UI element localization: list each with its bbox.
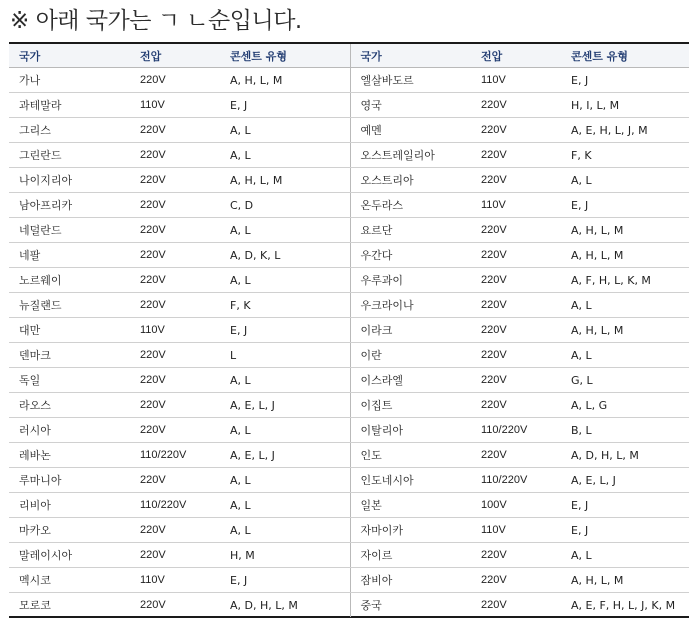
cell-country-left: 러시아 <box>9 418 130 443</box>
cell-voltage-right: 100V <box>471 493 561 518</box>
cell-country-left: 과테말라 <box>9 93 130 118</box>
table-row <box>9 443 689 468</box>
header-plug-type-right: 콘센트 유형 <box>561 44 689 68</box>
cell-voltage-right: 220V <box>471 293 561 318</box>
cell-plug-type-right: A, L <box>561 168 689 193</box>
cell-voltage-right: 220V <box>471 318 561 343</box>
cell-country-left: 그리스 <box>9 118 130 143</box>
cell-country-right: 중국 <box>350 593 471 618</box>
cell-voltage-right: 110V <box>471 518 561 543</box>
cell-country-left: 마카오 <box>9 518 130 543</box>
cell-plug-type-right: A, L, G <box>561 393 689 418</box>
cell-country-right: 예멘 <box>350 118 471 143</box>
table-row <box>9 268 689 293</box>
header-plug-type-left: 콘센트 유형 <box>220 44 350 68</box>
cell-country-left: 노르웨이 <box>9 268 130 293</box>
cell-country-left: 남아프리카 <box>9 193 130 218</box>
cell-voltage-right: 220V <box>471 268 561 293</box>
cell-country-right: 우크라이나 <box>350 293 471 318</box>
cell-voltage-right: 110V <box>471 193 561 218</box>
table-row <box>9 293 689 318</box>
cell-plug-type-right: A, F, H, L, K, M <box>561 268 689 293</box>
cell-voltage-right: 220V <box>481 599 507 611</box>
country-table <box>9 44 689 617</box>
cell-plug-type-right: A, L <box>561 293 689 318</box>
cell-country-left: 나이지리아 <box>9 168 130 193</box>
cell-country-right: 잠비아 <box>350 568 471 593</box>
cell-plug-type-left: A, L <box>220 518 350 543</box>
cell-plug-type-left: A, L <box>220 493 350 518</box>
cell-plug-type-right: E, J <box>561 68 689 93</box>
table-row <box>9 343 689 368</box>
cell-plug-type-left: A, D, K, L <box>220 243 350 268</box>
cell-plug-type-left: A, L <box>220 268 350 293</box>
cell-voltage-right: 220V <box>471 343 561 368</box>
cell-country-right: 우루과이 <box>350 268 471 293</box>
cell-voltage-left: 220V <box>130 518 220 543</box>
cell-country-right: 이탈리아 <box>350 418 471 443</box>
cell-voltage-left: 220V <box>130 118 220 143</box>
cell-plug-type-right: B, L <box>561 418 689 443</box>
cell-plug-type-left: A, L <box>220 468 350 493</box>
cell-voltage-right: 220V <box>471 93 561 118</box>
cell-country-right: 인도네시아 <box>350 468 471 493</box>
cell-plug-type-left: A, E, L, J <box>220 393 350 418</box>
header-voltage-right: 전압 <box>471 44 561 68</box>
table-row <box>9 318 689 343</box>
cell-voltage-left: 220V <box>130 418 220 443</box>
cell-country-right: 자이르 <box>350 543 471 568</box>
cell-voltage-right: 110V <box>471 68 561 93</box>
table-row <box>9 468 689 493</box>
cell-country-left: 네팔 <box>9 243 130 268</box>
cell-plug-type-left: F, K <box>220 293 350 318</box>
cell-country-right: 엘살바도르 <box>350 68 471 93</box>
cell-country-right: 이란 <box>350 343 471 368</box>
table-row <box>9 593 689 618</box>
table-row <box>9 568 689 593</box>
cell-plug-type-left: E, J <box>220 93 350 118</box>
cell-plug-type-right: A, D, H, L, M <box>561 443 689 468</box>
table-row <box>9 243 689 268</box>
cell-plug-type-right: A, E, F, H, L, J, K, M <box>571 598 676 612</box>
cell-country-left: 라오스 <box>9 393 130 418</box>
cell-plug-type-left: H, M <box>220 543 350 568</box>
cell-plug-type-left: A, L <box>220 218 350 243</box>
cell-country-left: 가나 <box>9 68 130 93</box>
cell-country-left: 덴마크 <box>9 343 130 368</box>
cell-plug-type-left: L <box>220 343 350 368</box>
cell-country-left: 뉴질랜드 <box>9 293 130 318</box>
cell-plug-type-right: E, J <box>561 193 689 218</box>
cell-plug-type-left: A, L <box>220 368 350 393</box>
cell-country-right: 온두라스 <box>350 193 471 218</box>
cell-country-left: 리비아 <box>9 493 130 518</box>
table-row <box>9 93 689 118</box>
cell-country-right: 일본 <box>350 493 471 518</box>
cell-plug-type-left: A, E, L, J <box>220 443 350 468</box>
cell-voltage-left: 220V <box>130 143 220 168</box>
cell-country-right: 이스라엘 <box>350 368 471 393</box>
cell-plug-type-left: A, H, L, M <box>220 168 350 193</box>
cell-plug-type-right: A, H, L, M <box>561 243 689 268</box>
cell-plug-type-right: E, J <box>561 493 689 518</box>
header-voltage-left: 전압 <box>130 44 220 68</box>
table-row <box>9 218 689 243</box>
cell-plug-type-right: A, L <box>561 343 689 368</box>
cell-plug-type-right: G, L <box>561 368 689 393</box>
table-row <box>9 193 689 218</box>
cell-voltage-left: 220V <box>130 368 220 393</box>
table-row <box>9 368 689 393</box>
cell-plug-type-right: A, H, L, M <box>561 318 689 343</box>
cell-voltage-right: 220V <box>471 143 561 168</box>
cell-plug-type-left: A, H, L, M <box>220 68 350 93</box>
cell-country-right: 요르단 <box>350 218 471 243</box>
cell-plug-type-right: A, L <box>561 543 689 568</box>
cell-country-right: 인도 <box>350 443 471 468</box>
cell-voltage-right: 220V <box>471 168 561 193</box>
cell-voltage-left: 110V <box>130 93 220 118</box>
table-row <box>9 68 689 93</box>
cell-voltage-left: 220V <box>130 543 220 568</box>
cell-country-left: 말레이시아 <box>9 543 130 568</box>
cell-voltage-left: 220V <box>130 468 220 493</box>
cell-country-left: 네덜란드 <box>9 218 130 243</box>
cell-country-right: 이라크 <box>350 318 471 343</box>
table-row <box>9 418 689 443</box>
cell-country-left: 멕시코 <box>9 568 130 593</box>
cell-plug-type-right: E, J <box>561 518 689 543</box>
cell-plug-type-right: A, H, L, M <box>561 568 689 593</box>
cell-voltage-left: 220V <box>130 268 220 293</box>
cell-voltage-left: 220V <box>130 293 220 318</box>
table-row <box>9 168 689 193</box>
cell-voltage-right: 220V <box>471 543 561 568</box>
cell-voltage-right: 110/220V <box>471 418 561 443</box>
cell-plug-type-left: A, L <box>220 143 350 168</box>
cell-country-right: 영국 <box>350 93 471 118</box>
cell-country-left: 루마니아 <box>9 468 130 493</box>
cell-plug-type-left: E, J <box>220 568 350 593</box>
table-row <box>9 118 689 143</box>
cell-voltage-right: 220V <box>471 118 561 143</box>
cell-plug-type-left: A, L <box>220 418 350 443</box>
table-row <box>9 518 689 543</box>
cell-country-right: 오스트레일리아 <box>350 143 471 168</box>
cell-voltage-left: 110/220V <box>130 493 220 518</box>
cell-voltage-right: 220V <box>471 443 561 468</box>
cell-voltage-left: 110/220V <box>130 443 220 468</box>
header-country-right: 국가 <box>350 44 471 68</box>
cell-voltage-left: 220V <box>140 599 166 611</box>
cell-country-left: 모로코 <box>19 599 51 612</box>
cell-plug-type-right: F, K <box>561 143 689 168</box>
table-row <box>9 493 689 518</box>
cell-voltage-left: 220V <box>130 218 220 243</box>
cell-country-left: 대만 <box>9 318 130 343</box>
header-country-left: 국가 <box>9 44 130 68</box>
cell-plug-type-right: H, I, L, M <box>561 93 689 118</box>
page-title: ※ 아래 국가는 ㄱ ㄴ순입니다. <box>10 8 302 34</box>
cell-voltage-left: 110V <box>130 318 220 343</box>
table-row <box>9 393 689 418</box>
cell-voltage-right: 220V <box>471 568 561 593</box>
cell-country-right: 이집트 <box>350 393 471 418</box>
cell-voltage-left: 220V <box>130 168 220 193</box>
cell-plug-type-right: A, H, L, M <box>561 218 689 243</box>
cell-plug-type-left: A, D, H, L, M <box>230 598 298 612</box>
cell-voltage-left: 220V <box>130 393 220 418</box>
cell-country-left: 그린란드 <box>9 143 130 168</box>
cell-voltage-left: 220V <box>130 68 220 93</box>
cell-country-right: 우간다 <box>350 243 471 268</box>
cell-voltage-left: 220V <box>130 193 220 218</box>
voltage-plug-table <box>9 42 689 618</box>
cell-voltage-left: 220V <box>130 343 220 368</box>
cell-country-right: 오스트리아 <box>350 168 471 193</box>
cell-country-left: 독일 <box>9 368 130 393</box>
cell-voltage-right: 220V <box>471 393 561 418</box>
table-header-row <box>9 44 689 68</box>
table-row <box>9 143 689 168</box>
cell-plug-type-left: C, D <box>220 193 350 218</box>
cell-voltage-left: 220V <box>130 243 220 268</box>
cell-voltage-right: 220V <box>471 218 561 243</box>
cell-voltage-left: 110V <box>130 568 220 593</box>
cell-voltage-right: 220V <box>471 243 561 268</box>
cell-plug-type-right: A, E, L, J <box>561 468 689 493</box>
table-row <box>9 543 689 568</box>
cell-plug-type-right: A, E, H, L, J, M <box>561 118 689 143</box>
cell-country-right: 자마이카 <box>350 518 471 543</box>
cell-voltage-right: 220V <box>471 368 561 393</box>
cell-country-left: 레바논 <box>9 443 130 468</box>
cell-voltage-right: 110/220V <box>471 468 561 493</box>
cell-plug-type-left: A, L <box>220 118 350 143</box>
cell-plug-type-left: E, J <box>220 318 350 343</box>
